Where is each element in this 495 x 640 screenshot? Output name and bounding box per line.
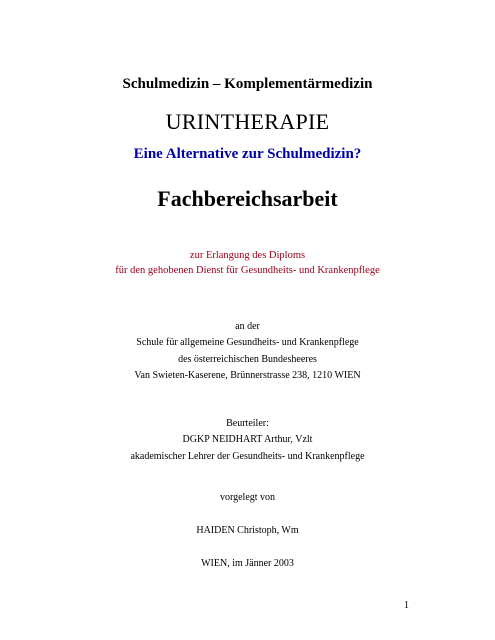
- place-date: WIEN, im Jänner 2003: [201, 558, 294, 569]
- purpose-line-1: zur Erlangung des Diploms: [189, 250, 306, 261]
- author-name: HAIDEN Christoph, Wm: [196, 525, 299, 536]
- reviewer-role: akademischer Lehrer der Gesundheits- und Krankenpflege: [130, 451, 365, 462]
- document-title: URINTHERAPIE: [165, 109, 330, 134]
- institution-line-2: des österreichischen Bundesheeres: [178, 354, 317, 365]
- institution-intro: an der: [235, 321, 260, 332]
- subject-line: Schulmedizin – Komplementärmedizin: [122, 76, 373, 92]
- purpose-line-2: für den gehobenen Dienst für Gesundheits- und Krankenpflege: [115, 265, 380, 276]
- reviewer-label: Beurteiler:: [226, 418, 269, 429]
- submitted-label: vorgelegt von: [219, 492, 276, 503]
- institution-line-1: Schule für allgemeine Gesundheits- und Krankenpflege: [136, 337, 359, 348]
- page-number: 1: [404, 600, 409, 611]
- document-subtitle: Eine Alternative zur Schulmedizin?: [133, 146, 362, 162]
- reviewer-name: DGKP NEIDHART Arthur, Vzlt: [182, 434, 313, 445]
- institution-line-3: Van Swieten-Kaserene, Brünnerstrasse 238, 1210 WIEN: [134, 370, 361, 381]
- document-type: Fachbereichsarbeit: [157, 186, 338, 211]
